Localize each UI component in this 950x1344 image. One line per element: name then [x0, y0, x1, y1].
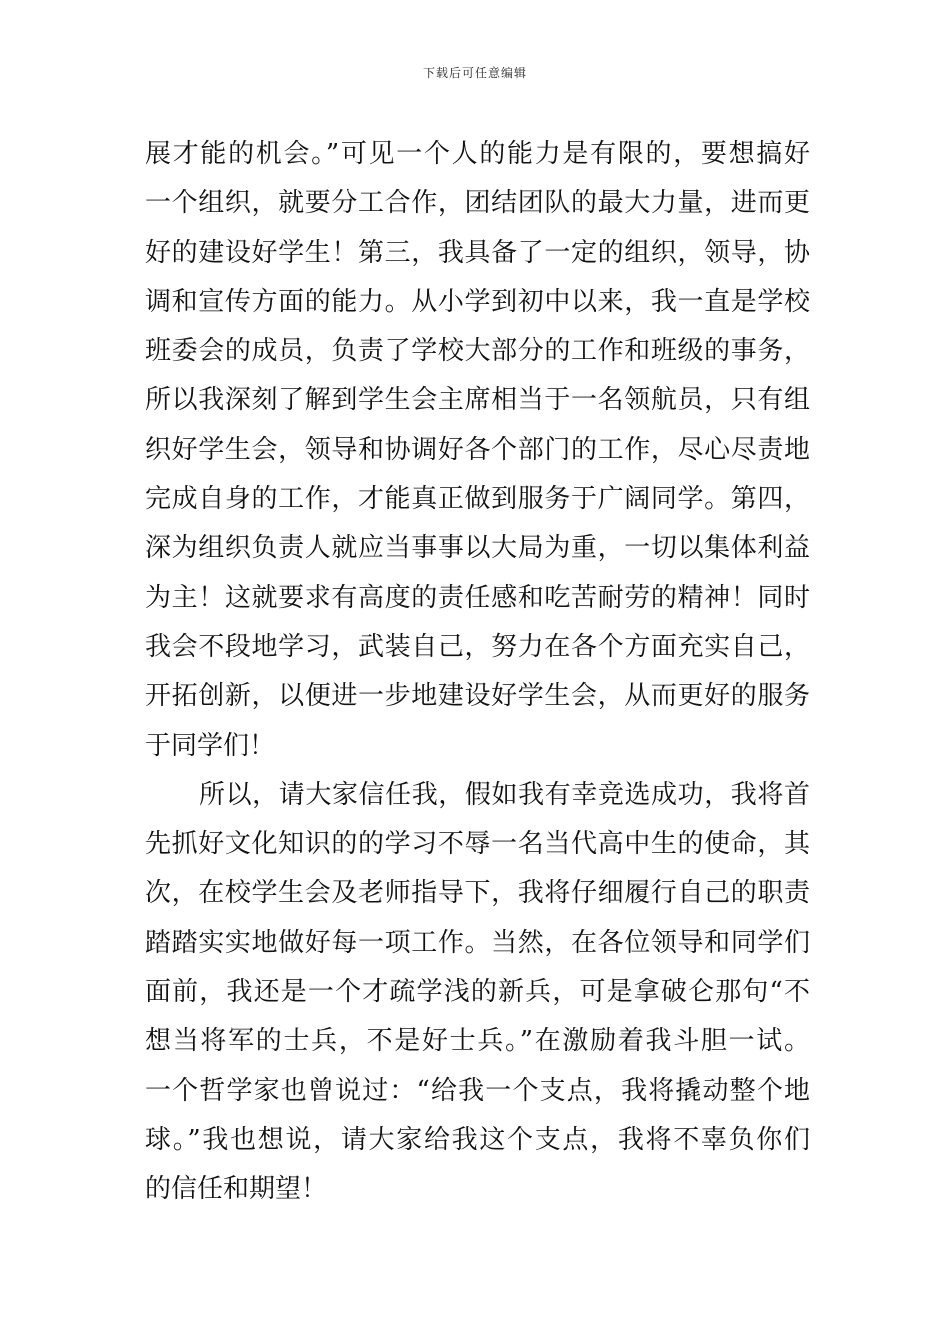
text-line: 的信任和期望！ — [145, 1174, 328, 1205]
text-line: 一个哲学家也曾说过：“给我一个支点，我将撬动整个地 — [145, 1075, 810, 1106]
text-line: 所以，请大家信任我，假如我有幸竞选成功，我将首 — [199, 779, 810, 810]
text-line: 开拓创新，以便进一步地建设好学生会，从而更好的服务 — [145, 681, 810, 712]
text-line: 深为组织负责人就应当事事以大局为重，一切以集体利益 — [145, 533, 810, 564]
text-line: 于同学们！ — [145, 730, 276, 761]
text-line: 想当将军的士兵，不是好士兵。”在激励着我斗胆一试。 — [145, 1026, 810, 1057]
text-line: 为主！这就要求有高度的责任感和吃苦耐劳的精神！同时 — [145, 582, 810, 613]
text-line: 次，在校学生会及老师指导下，我将仔细履行自己的职责 — [145, 878, 810, 909]
text-line: 所以我深刻了解到学生会主席相当于一名领航员，只有组 — [145, 385, 810, 416]
text-line: 我会不段地学习，武装自己，努力在各个方面充实自己， — [145, 631, 810, 662]
text-line: 织好学生会，领导和协调好各个部门的工作，尽心尽责地 — [145, 434, 810, 465]
text-line: 一个组织，就要分工合作，团结团队的最大力量，进而更 — [145, 188, 810, 219]
text-line: 班委会的成员，负责了学校大部分的工作和班级的事务， — [145, 336, 810, 367]
paragraph-1 — [145, 130, 810, 771]
text-line: 踏踏实实地做好每一项工作。当然，在各位领导和同学们 — [145, 927, 810, 958]
text-line: 完成自身的工作，才能真正做到服务于广阔同学。第四， — [145, 484, 810, 515]
document-body — [145, 130, 810, 1215]
text-line: 好的建设好学生！第三，我具备了一定的组织，领导，协 — [145, 237, 810, 268]
header-note: 下载后可任意编辑 — [422, 66, 527, 80]
text-line: 面前，我还是一个才疏学浅的新兵，可是拿破仑那句“不 — [145, 977, 810, 1008]
text-line: 调和宣传方面的能力。从小学到初中以来，我一直是学校 — [145, 286, 810, 317]
paragraph-2 — [145, 771, 810, 1215]
text-line: 先抓好文化知识的的学习不辱一名当代高中生的使命，其 — [145, 829, 810, 860]
text-line: 展才能的机会。”可见一个人的能力是有限的，要想搞好 — [145, 139, 810, 169]
text-line: 球。”我也想说，请大家给我这个支点，我将不辜负你们 — [145, 1124, 810, 1155]
